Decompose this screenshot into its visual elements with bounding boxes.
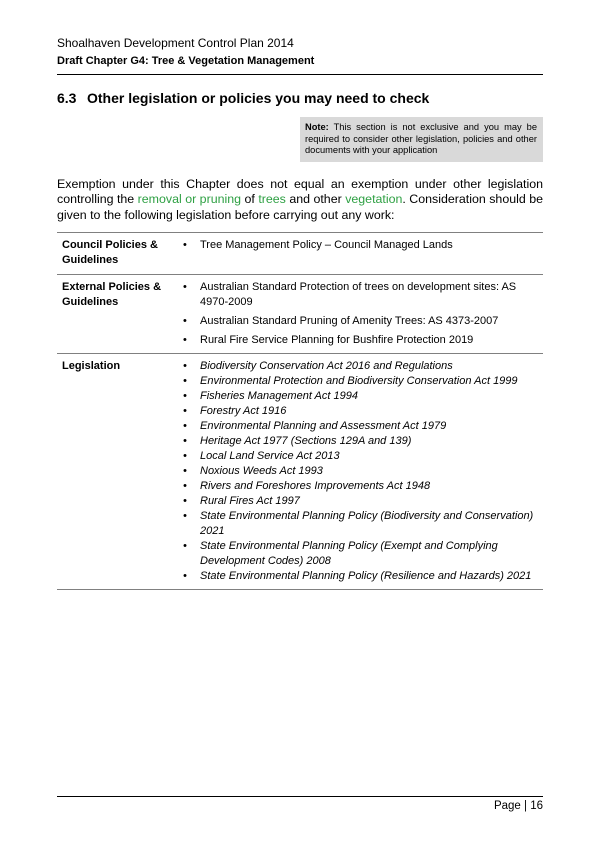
list-item: • Biodiversity Conservation Act 2016 and Regulations <box>180 359 543 374</box>
intro-part4: . Consideration should be given to the following legislation before carrying out any work: <box>57 192 544 222</box>
list-item: • Forestry Act 1916 <box>180 404 543 419</box>
footer-divider <box>57 796 543 797</box>
list-item: • Fisheries Management Act 1994 <box>180 389 543 404</box>
page-number: Page | 16 <box>493 800 543 812</box>
items-cell <box>180 275 543 354</box>
list-item: • Tree Management Policy – Council Managed Lands <box>180 238 543 253</box>
list-item: • Australian Standard Protection of trees on development sites: AS 4970-2009 <box>180 280 543 310</box>
list-item: • Noxious Weeds Act 1993 <box>180 464 543 479</box>
header-divider <box>57 74 543 75</box>
list-item: • Rivers and Foreshores Improvements Act 1948 <box>180 479 543 494</box>
note-box <box>300 117 543 162</box>
items-cell <box>180 354 543 590</box>
table-row-legislation <box>57 354 543 590</box>
section-heading <box>57 90 429 106</box>
list-item: • Environmental Planning and Assessment Act 1979 <box>180 419 543 434</box>
item-list <box>180 280 543 348</box>
table-row-external-policies <box>57 275 543 354</box>
list-item: • Local Land Service Act 2013 <box>180 449 543 464</box>
category-cell: Council Policies & Guidelines <box>62 239 158 266</box>
list-item: • Heritage Act 1977 (Sections 129A and 139) <box>180 434 543 449</box>
item-list <box>180 359 543 584</box>
note-text: This section is not exclusive and you may be required to consider other legislation, policies and other documents with your application <box>305 122 537 155</box>
list-item: • Environmental Protection and Biodiversity Conservation Act 1999 <box>180 374 543 389</box>
category-cell: Legislation <box>62 360 121 372</box>
intro-part3: and other <box>285 192 346 207</box>
section-title-text: Other legislation or policies you may need to check <box>87 90 430 106</box>
table-row-council-policies <box>57 233 543 275</box>
list-item: • State Environmental Planning Policy (Biodiversity and Conservation) 2021 <box>180 509 543 539</box>
link-vegetation[interactable]: vegetation <box>345 192 403 207</box>
legislation-table <box>57 232 543 590</box>
link-trees[interactable]: trees <box>258 192 286 207</box>
intro-part1: Exemption under this Chapter does not equal an exemption under other legislation controlling the <box>57 177 543 207</box>
plan-title: Shoalhaven Development Control Plan 2014 <box>57 36 294 50</box>
items-cell <box>180 233 543 275</box>
list-item: • State Environmental Planning Policy (Resilience and Hazards) 2021 <box>180 569 543 584</box>
category-cell: External Policies & Guidelines <box>62 281 162 308</box>
list-item: • State Environmental Planning Policy (Exempt and Complying Development Codes) 2008 <box>180 539 543 569</box>
chapter-title: Draft Chapter G4: Tree & Vegetation Management <box>57 55 315 67</box>
item-list <box>180 238 543 253</box>
list-item: • Australian Standard Pruning of Amenity Trees: AS 4373-2007 <box>180 314 543 329</box>
list-item: • Rural Fires Act 1997 <box>180 494 543 509</box>
link-removal-or-pruning[interactable]: removal or pruning <box>137 192 242 207</box>
list-item: • Rural Fire Service Planning for Bushfire Protection 2019 <box>180 333 543 348</box>
intro-part2: of <box>241 192 259 207</box>
section-number: 6.3 <box>57 90 77 106</box>
intro-paragraph <box>57 177 543 223</box>
note-label: Note: <box>305 122 329 132</box>
